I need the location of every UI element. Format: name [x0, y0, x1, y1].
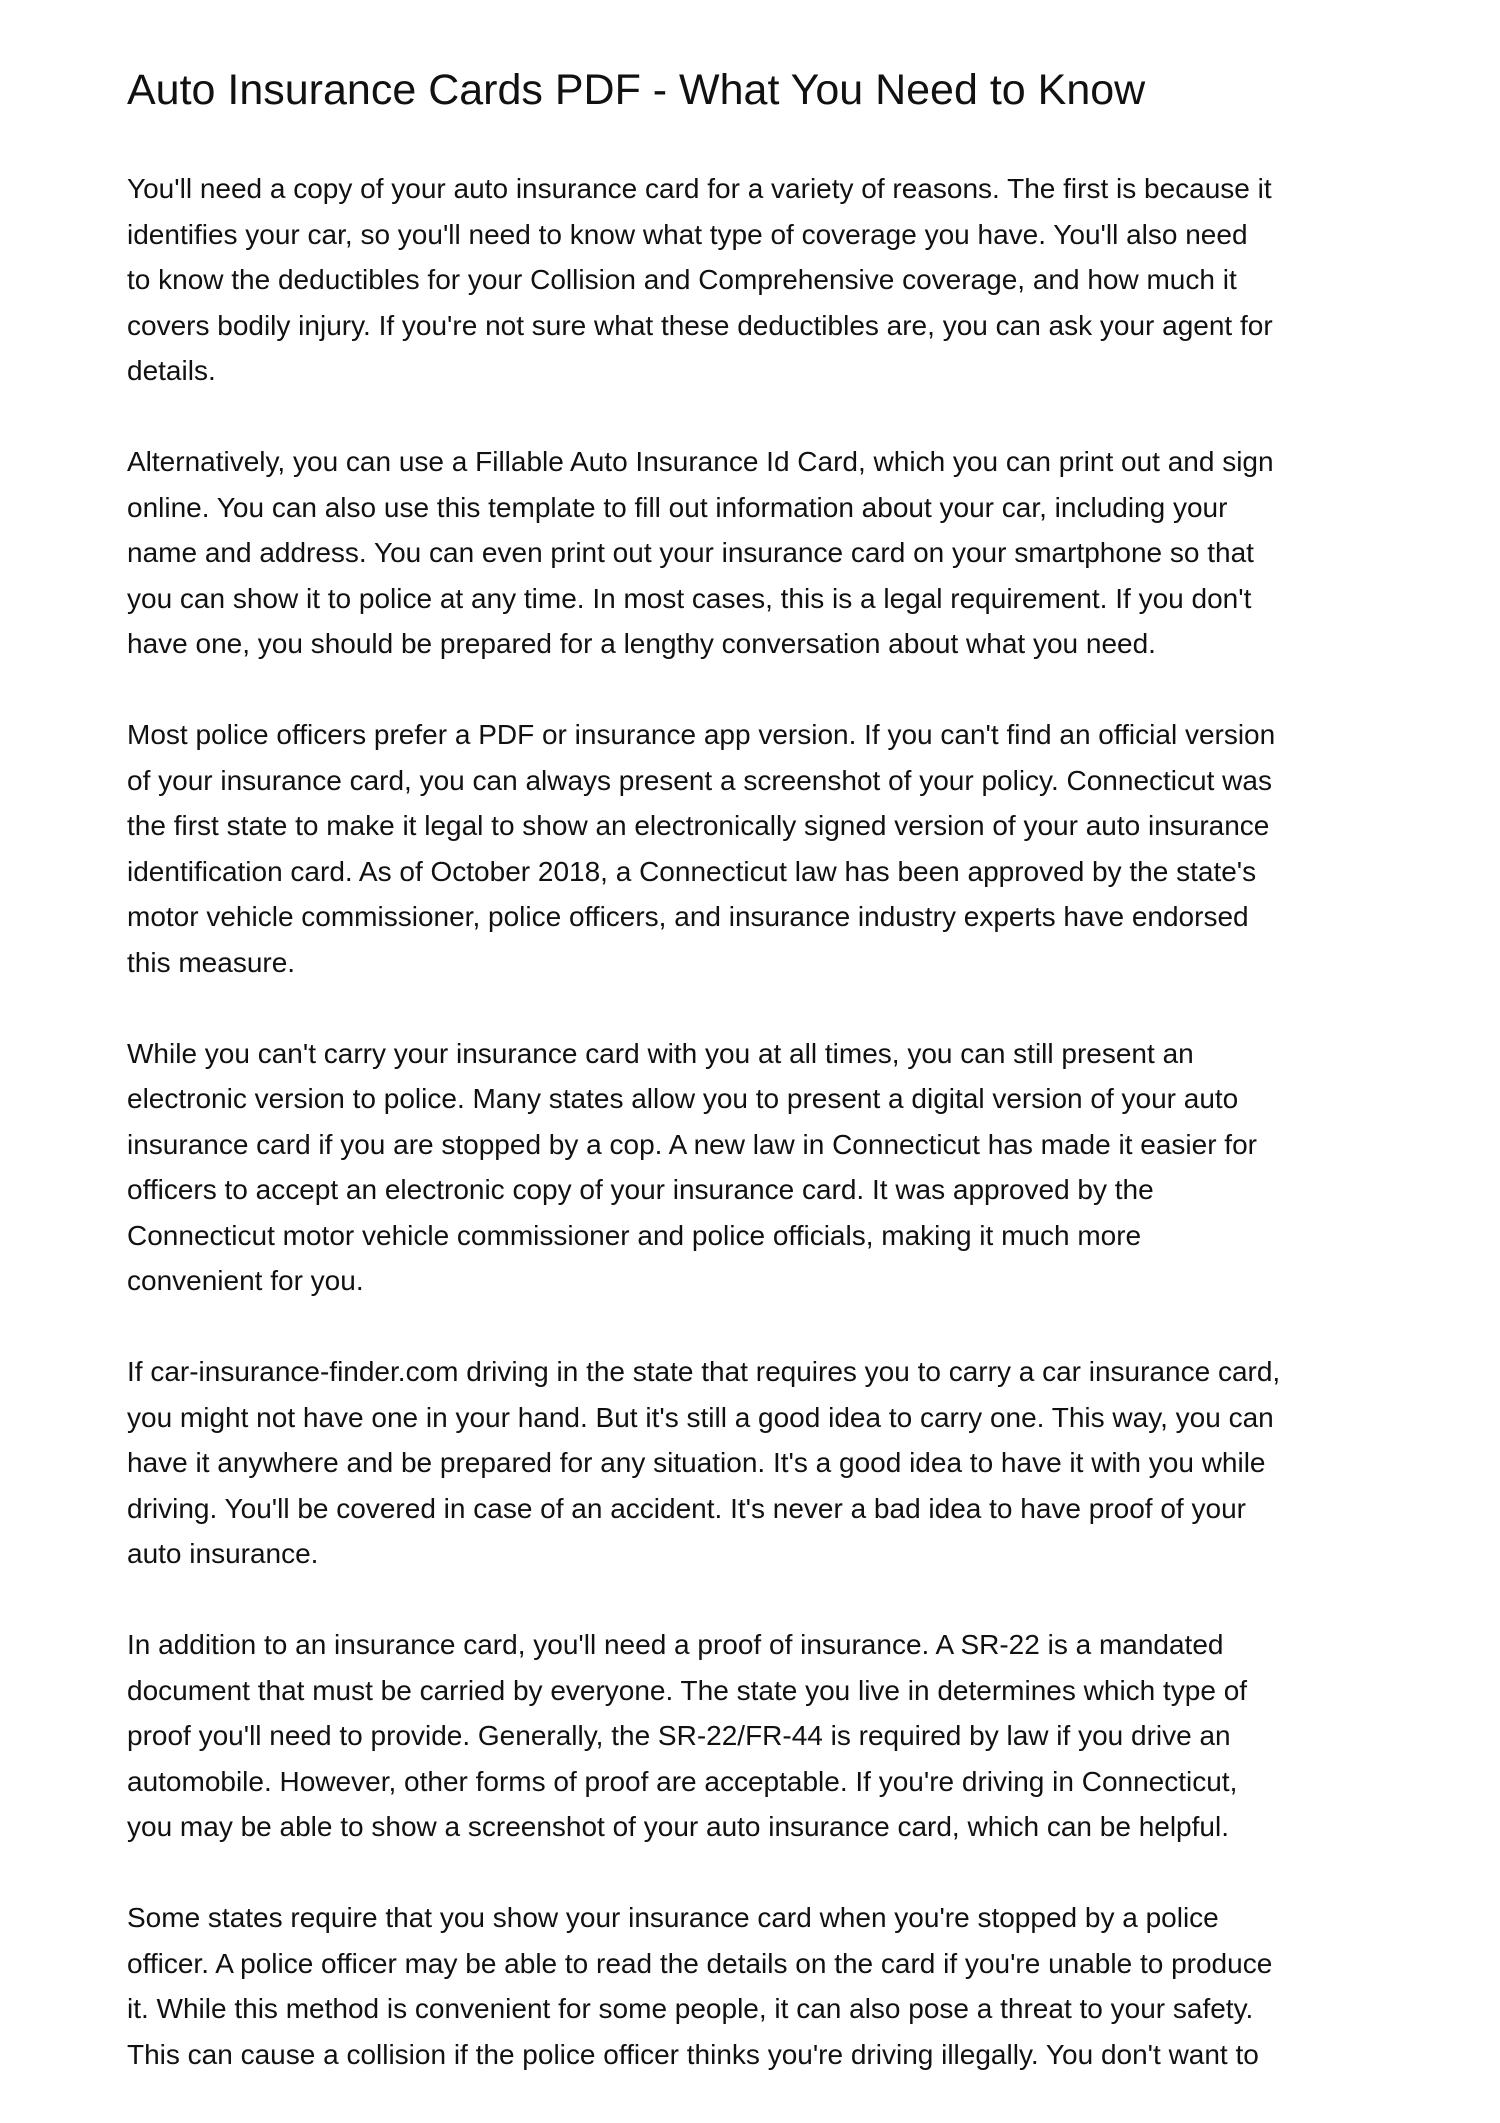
paragraph-line: insurance card if you are stopped by a cop. A new law in Connecticut has made it easier for	[127, 1128, 1257, 1160]
paragraph	[127, 1031, 1427, 1304]
paragraph-line: proof you'll need to provide. Generally, the SR-22/FR-44 is required by law if you drive an	[127, 1720, 1231, 1751]
paragraph-line: Connecticut motor vehicle commissioner and police officials, making it much more	[127, 1219, 1142, 1251]
paragraph-line: This can cause a collision if the police officer thinks you're driving illegally. You don't want to	[127, 2038, 1259, 2070]
paragraph-line: While you can't carry your insurance card with you at all times, you can still present an	[127, 1037, 1194, 1069]
paragraph-line: electronic version to police. Many states allow you to present a digital version of your auto	[127, 1083, 1239, 1114]
paragraph-line: you might not have one in your hand. But it's still a good idea to carry one. This way, you can	[127, 1401, 1274, 1433]
paragraph-line: If car-insurance-finder.com driving in the state that requires you to carry a car insurance card,	[127, 1356, 1281, 1387]
page-title: Auto Insurance Cards PDF - What You Need to Know	[127, 66, 1146, 114]
paragraph-line: officer. A police officer may be able to read the details on the card if you're unable to produce	[127, 1947, 1273, 1979]
paragraph	[127, 712, 1427, 985]
paragraph-line: identifies your car, so you'll need to know what type of coverage you have. You'll also need	[127, 218, 1248, 250]
paragraph-line: Some states require that you show your insurance card when you're stopped by a police	[127, 1902, 1219, 1933]
paragraph	[127, 1622, 1427, 1850]
paragraph	[127, 1895, 1427, 2077]
paragraph-line: it. While this method is convenient for some people, it can also pose a threat to your safety.	[127, 1993, 1254, 2024]
paragraph-line: identification card. As of October 2018, a Connecticut law has been approved by the state's	[127, 855, 1257, 887]
paragraph-line: you can show it to police at any time. In most cases, this is a legal requirement. If you don't	[127, 582, 1252, 614]
paragraph-line: Most police officers prefer a PDF or insurance app version. If you can't find an official version	[127, 719, 1276, 750]
paragraph	[127, 1349, 1427, 1577]
paragraph-line: convenient for you.	[127, 1265, 364, 1296]
paragraph-line: driving. You'll be covered in case of an accident. It's never a bad idea to have proof of your	[127, 1492, 1246, 1524]
paragraph-line: details.	[127, 355, 216, 386]
paragraph-line: you may be able to show a screenshot of your auto insurance card, which can be helpful.	[127, 1811, 1229, 1842]
paragraph-line: to know the deductibles for your Collision and Comprehensive coverage, and how much it	[127, 264, 1237, 295]
article-body	[127, 166, 1427, 2123]
paragraph-line: the first state to make it legal to show an electronically signed version of your auto insurance	[127, 810, 1270, 841]
paragraph-line: You'll need a copy of your auto insurance card for a variety of reasons. The first is because it	[127, 173, 1272, 204]
paragraph	[127, 439, 1427, 667]
paragraph-line: name and address. You can even print out your insurance card on your smartphone so that	[127, 537, 1254, 568]
paragraph-line: In addition to an insurance card, you'll need a proof of insurance. A SR-22 is a mandated	[127, 1629, 1224, 1660]
paragraph-line: auto insurance.	[127, 1538, 319, 1569]
paragraph-line: automobile. However, other forms of proof are acceptable. If you're driving in Connecticut,	[127, 1765, 1238, 1797]
paragraph-line: have it anywhere and be prepared for any situation. It's a good idea to have it with you while	[127, 1447, 1266, 1478]
paragraph-line: Alternatively, you can use a Fillable Auto Insurance Id Card, which you can print out and sign	[127, 446, 1274, 477]
paragraph-line: officers to accept an electronic copy of your insurance card. It was approved by the	[127, 1174, 1154, 1205]
paragraph-line: online. You can also use this template to fill out information about your car, including your	[127, 491, 1228, 523]
paragraph-line: motor vehicle commissioner, police officers, and insurance industry experts have endorsed	[127, 901, 1249, 932]
paragraph-line: document that must be carried by everyone. The state you live in determines which type of	[127, 1674, 1248, 1706]
paragraph-line: this measure.	[127, 946, 296, 978]
paragraph-line: have one, you should be prepared for a lengthy conversation about what you need.	[127, 628, 1156, 659]
paragraph-line: covers bodily injury. If you're not sure what these deductibles are, you can ask your agent for	[127, 309, 1273, 341]
paragraph	[127, 166, 1427, 394]
paragraph-line: of your insurance card, you can always present a screenshot of your policy. Connecticut was	[127, 764, 1272, 796]
